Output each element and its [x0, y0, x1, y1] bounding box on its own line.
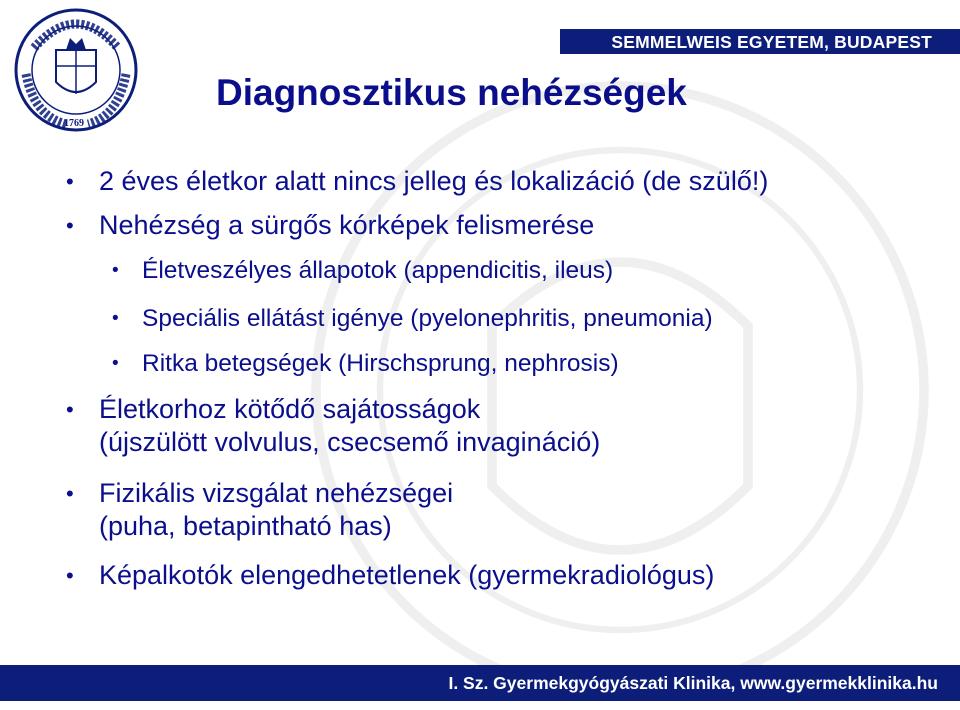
bullet-text-continuation: (puha, betapintható has)	[99, 511, 392, 541]
svg-text:1769: 1769	[64, 118, 84, 129]
university-banner	[560, 29, 960, 54]
bullet-item	[112, 254, 614, 287]
bullet-text: Fizikális vizsgálat nehézségei	[99, 478, 454, 508]
university-seal-logo	[4, 4, 154, 134]
bullet-item	[66, 209, 595, 242]
bullet-text: Ritka betegségek (Hirschsprung, nephrosis)	[142, 350, 619, 377]
bullet-marker: •	[66, 169, 74, 194]
bullet-marker: •	[66, 481, 74, 506]
bullet-marker: •	[112, 260, 119, 281]
bullet-item	[112, 347, 619, 380]
bullet-marker: •	[66, 563, 74, 588]
bullet-text: Életveszélyes állapotok (appendicitis, ileus)	[142, 257, 614, 284]
bullet-text: Speciális ellátást igénye (pyelonephritis, pneumonia)	[142, 305, 713, 332]
bullet-text: Életkorhoz kötődő sajátosságok	[99, 394, 481, 424]
bullet-marker: •	[112, 308, 119, 329]
bullet-text-continuation: (újszülött volvulus, csecsemő invagináció)	[99, 427, 601, 457]
university-name: SEMMELWEIS EGYETEM, BUDAPEST	[611, 32, 932, 52]
slide-title: Diagnosztikus nehézségek	[216, 72, 687, 113]
bullet-marker: •	[66, 397, 74, 422]
bullet-item	[66, 559, 715, 592]
footer-text: I. Sz. Gyermekgyógyászati Klinika, www.gyermekklinika.hu	[448, 673, 938, 693]
bullet-text: Képalkotók elengedhetetlenek (gyermekradiológus)	[99, 560, 715, 590]
bullet-marker: •	[112, 353, 119, 374]
bullet-item	[112, 302, 713, 335]
footer-banner	[0, 665, 960, 701]
bullet-item	[66, 393, 601, 459]
bullet-text: Nehézség a sürgős kórképek felismerése	[99, 210, 595, 240]
bullet-item	[66, 477, 454, 543]
bullet-item	[66, 165, 769, 198]
bullet-text: 2 éves életkor alatt nincs jelleg és lokalizáció (de szülő!)	[99, 166, 769, 196]
bullet-marker: •	[66, 213, 74, 238]
